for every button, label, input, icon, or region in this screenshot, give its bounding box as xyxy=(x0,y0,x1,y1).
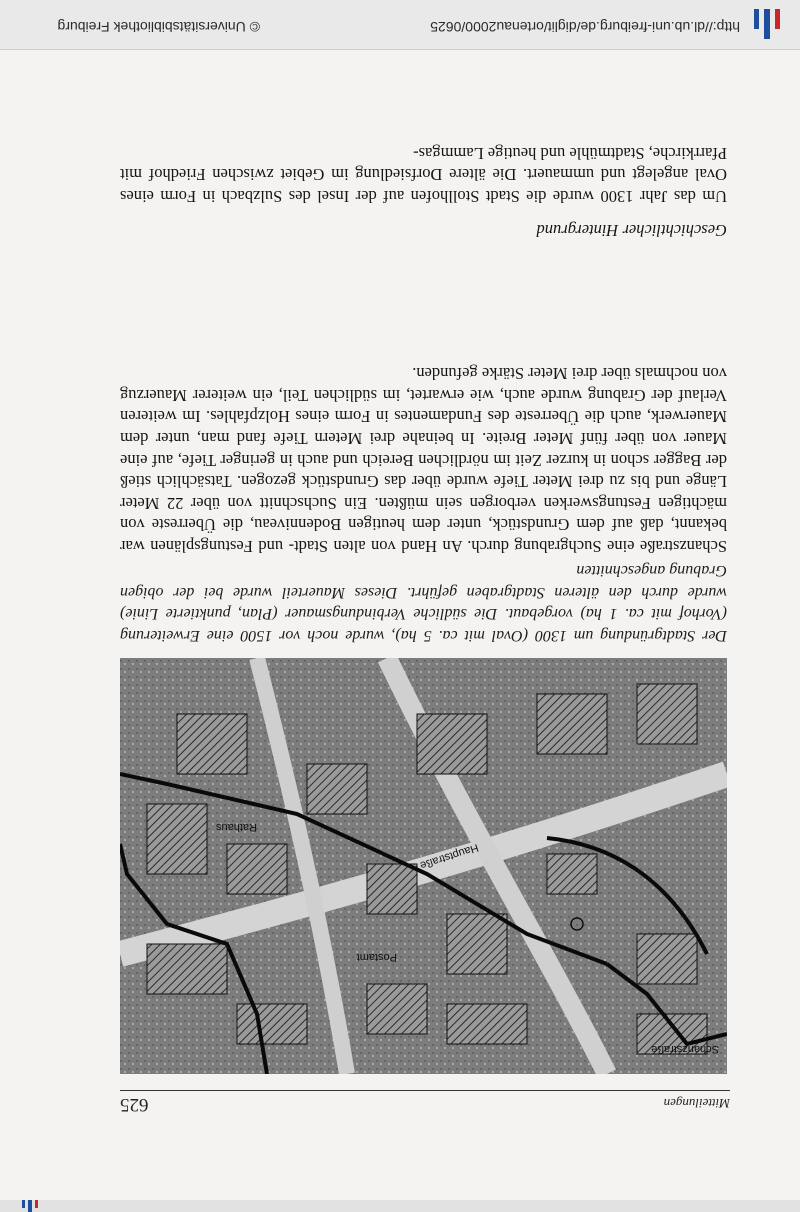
map-label-hauptstrasse: Hauptstraße xyxy=(418,841,480,872)
map-label-schanzstrasse: Schanzstraße xyxy=(651,1043,719,1055)
top-strip xyxy=(0,1200,800,1212)
library-logo-icon xyxy=(20,1200,40,1212)
body-paragraph-2: Um das Jahr 1300 wurde die Stadt Stollhofen auf der Insel des Sulzbach in Form eines Oval angelegt und ummauert. Die ältere Dorfsiedlung im Gebiet zwischen Friedhof mit Pfarrkirche, Stadtmühle und heutige Lammgas- xyxy=(120,143,727,206)
footer-bar xyxy=(0,0,800,50)
body-paragraph-1: Schanzstraße eine Suchgrabung durch. An Hand von alten Stadt- und Festungsplänen war bekannt, daß auf dem Grundstück, unter dem heutigen Bodenniveau, die Überreste von mächtigen Festungswerken verborgen sein müßten. Ein Suchschnitt von über 22 Meter Länge und bis zu drei Meter Tiefe wurde über das Grundstück gezogen. Tatsächlich stieß der Bagger schon in kurzer Zeit im nördlichen Bereich und auch in geringer Tiefe, auf eine Mauer von über fünf Meter Breite. In beinahe drei Metern Tiefe fand man, unter dem Mauerwerk, auch die Überreste des Fundamentes in Form eines Holzpfahles. Im weiteren Verlauf der Grabung wurde auch, wie erwartet, im südlichen Teil, ein weiterer Mauerzug von nochmals über drei Meter Stärke gefunden. xyxy=(120,364,727,556)
map-label-postamt: Postamt xyxy=(356,951,397,963)
running-head-title: Mitteilungen xyxy=(663,1096,730,1111)
map-label-rathaus: Rathaus xyxy=(216,821,257,833)
footer-copyright: © Universitätsbibliothek Freiburg xyxy=(57,19,260,35)
university-logo-icon xyxy=(752,9,782,39)
footer-url-link[interactable]: http://dl.ub.uni-freiburg.de/diglit/ortenau2000/0625 xyxy=(430,19,740,35)
running-head xyxy=(120,1090,730,1115)
page-number: 625 xyxy=(120,1094,149,1115)
figure-caption: Der Stadtgründung um 1300 (Oval mit ca. 5 ha), wurde noch vor 1500 eine Erweiterung (Vorhof mit ca. 1 ha) vorgebaut. Die südliche Verbindungsmauer (Plan, punktierte Linie) wurde durch den älteren Stadtgraben geführt. Dieses Mauerteil wurde bei der obigen Grabung angeschnitten xyxy=(120,562,727,644)
map-figure xyxy=(120,658,727,1074)
section-heading: Geschichtlicher Hintergrund xyxy=(536,221,727,240)
historic-town-map xyxy=(120,658,727,1074)
